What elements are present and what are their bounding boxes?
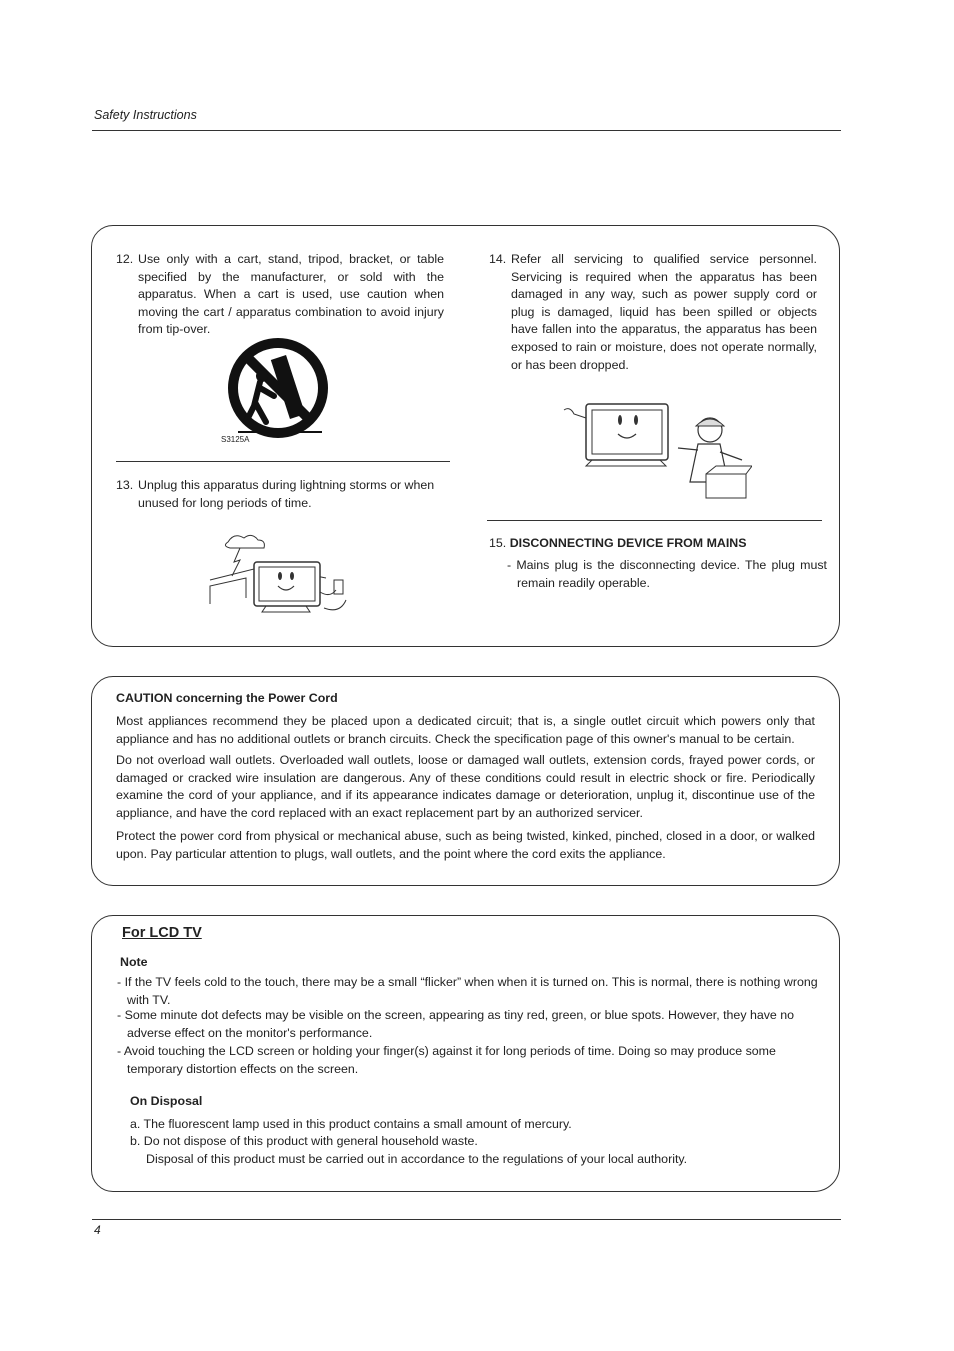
item-number: 14. [489,252,507,266]
note-3: - Avoid touching the LCD screen or holding your finger(s) against it for long periods of time. Doing so may produce some temporary distortion effects on the screen. [117,1044,776,1076]
caution-paragraph-2: Do not overload wall outlets. Overloaded wall outlets, loose or damaged wall outlets, extension cords, frayed power cords, or damaged or cracked wire insulation are dangerous. Any of these conditions could result in electric shock or fire. Periodically examine the cord of your appliance, and if its appearance indicates damage or deterioration, unplug it, discontinue use of the appliance, and have the cord replaced with an exact replacement part by an authorized servicer. [116,753,815,820]
cart-tipover-warning-icon [218,336,330,444]
disposal-b: b. Do not dispose of this product with general household waste. [130,1134,478,1148]
divider-right [487,520,822,521]
item-title: DISCONNECTING DEVICE FROM MAINS [509,536,747,550]
lightning-unplug-illustration-icon [206,528,358,620]
servicing-illustration-icon [556,398,752,504]
note-title: Note [120,955,148,969]
caution-paragraph-1: Most appliances recommend they be placed upon a dedicated circuit; that is, a single outlet circuit which powers only that appliance and has no additional outlets or branch circuits. Check the specification page of this owner's manual to be certain. [116,714,815,746]
note-2: - Some minute dot defects may be visible on the screen, appearing as tiny red, green, or blue spots. However, they have no adverse effect on the monitor's performance. [117,1008,795,1040]
note-1: - If the TV feels cold to the touch, there may be a small “flicker” when when it is turned on. This is normal, there is nothing wrong with TV. [117,975,818,1007]
item-text: Unplug this apparatus during lightning storms or when unused for long periods of time. [138,478,435,510]
item-14 [489,251,817,374]
item-text: Refer all servicing to qualified service personnel. Servicing is required when the apparatus has been damaged in any way, such as power supply cord or plug is damaged, liquid has been spilled or objects have fallen into the apparatus, the apparatus has been exposed to rain or moisture, does not operate normally, or has been dropped. [511,252,817,372]
page-number: 4 [94,1223,101,1237]
disposal-a: a. The fluorescent lamp used in this product contains a small amount of mercury. [130,1117,572,1131]
section-title: Safety Instructions [94,108,197,122]
caution-paragraph-3: Protect the power cord from physical or mechanical abuse, such as being twisted, kinked, pinched, closed in a door, or walked upon. Pay particular attention to plugs, wall outlets, and the point where the cord exits the appliance. [116,829,815,861]
item-15 [489,535,819,553]
disposal-b-continued: Disposal of this product must be carried out in accordance to the regulations of your local authority. [146,1152,688,1166]
item-13 [116,477,444,512]
item-text: Use only with a cart, stand, tripod, bracket, or table specified by the manufacturer, or sold with the apparatus. When a cart is used, use caution when moving the cart / apparatus combination to avoid injury from tip-over. [138,252,444,337]
header-rule [92,130,841,131]
item-number: 13. [116,478,134,492]
footer-rule [92,1219,841,1220]
image-code: S3125A [221,435,250,444]
caution-title: CAUTION concerning the Power Cord [116,691,338,705]
item-12 [116,251,444,339]
disposal-title: On Disposal [130,1094,203,1108]
item-number: 12. [116,252,134,266]
item-15-text: - Mains plug is the disconnecting device. The plug must remain readily operable. [507,558,827,590]
lcd-title: For LCD TV [122,925,202,941]
divider-left [116,461,450,462]
item-number: 15. [489,536,507,550]
